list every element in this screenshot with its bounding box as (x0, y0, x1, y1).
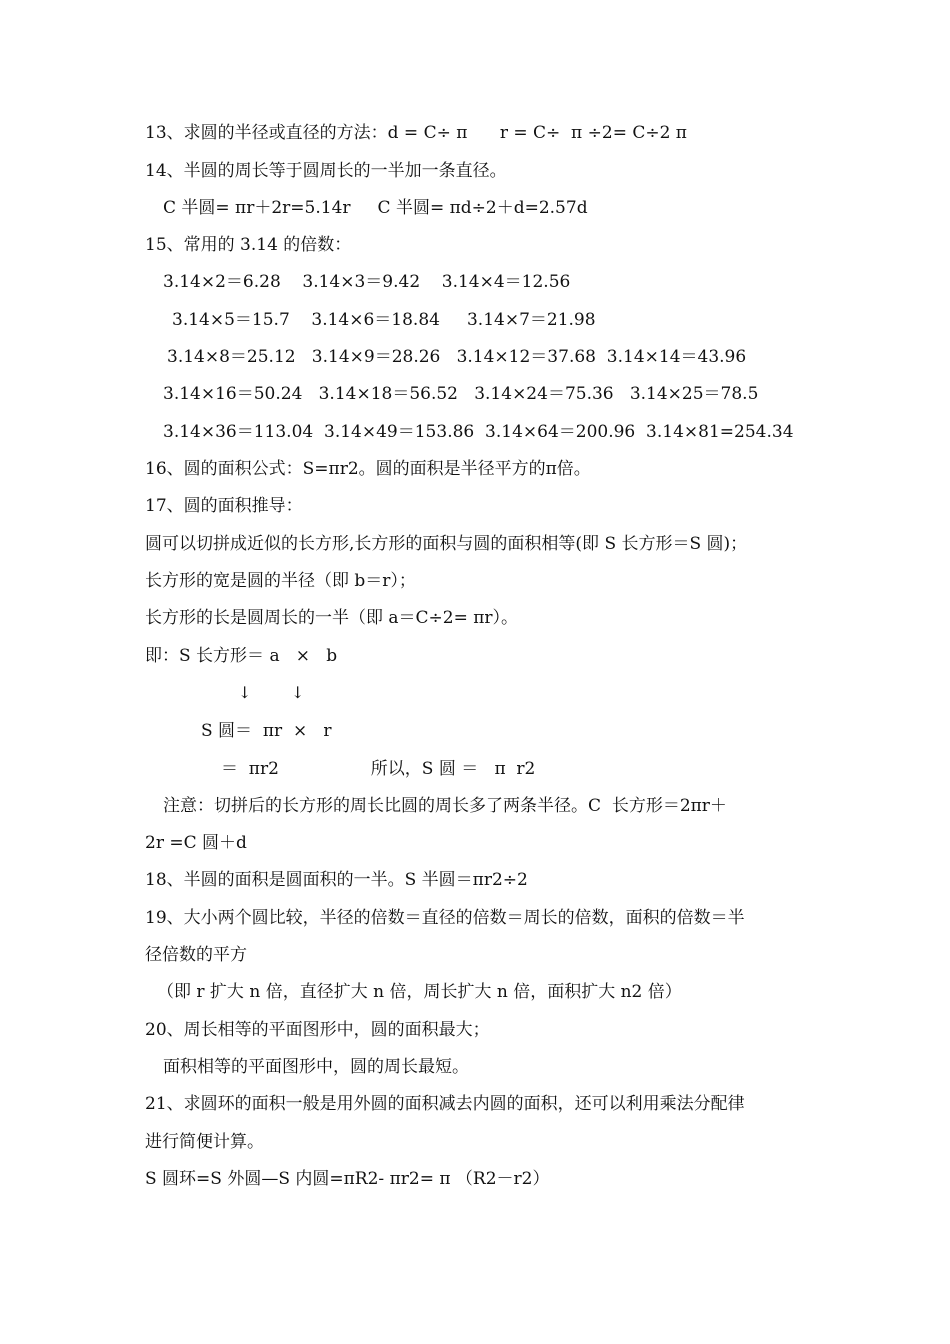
item-19-example: （即 r 扩大 n 倍，直径扩大 n 倍，周长扩大 n 倍，面积扩大 n2 倍） (157, 982, 682, 1002)
item-19-two-circles: 19、大小两个圆比较，半径的倍数＝直径的倍数＝周长的倍数，面积的倍数＝半 (145, 908, 745, 928)
multiples-row-1: 3.14×2＝6.28 3.14×3＝9.42 3.14×4＝12.56 (163, 272, 571, 292)
multiples-row-5: 3.14×36＝113.04 3.14×49＝153.86 3.14×64＝200.96 3.14×81=254.34 (163, 422, 794, 442)
derivation-rectangle-area: 即：S 长方形＝ a × b (145, 646, 338, 666)
note-perimeter: 注意：切拼后的长方形的周长比圆的周长多了两条半径。C 长方形＝2πr＋ (163, 796, 727, 816)
item-15-multiples-of-pi: 15、常用的 3.14 的倍数： (145, 235, 352, 255)
down-arrow-icon: ↓ (291, 683, 305, 702)
note-perimeter-cont: 2r =C 圆＋d (145, 833, 247, 853)
item-21-cont: 进行简便计算。 (145, 1132, 264, 1152)
annulus-formula: S 圆环=S 外圆—S 内圆=πR2- πr2= π （R2－r2） (145, 1169, 550, 1189)
derivation-result: ＝ πr2 所以，S 圆 ＝ π r2 (221, 759, 536, 779)
item-20-equal-perimeter: 20、周长相等的平面图形中，圆的面积最大； (145, 1020, 490, 1040)
multiples-row-2: 3.14×5＝15.7 3.14×6＝18.84 3.14×7＝21.98 (172, 310, 596, 330)
item-16-area-formula: 16、圆的面积公式：S=πr2。圆的面积是半径平方的π倍。 (145, 459, 591, 479)
item-17-area-derivation: 17、圆的面积推导： (145, 496, 303, 516)
multiples-row-4: 3.14×16＝50.24 3.14×18＝56.52 3.14×24＝75.36 3.14×25＝78.5 (163, 384, 759, 404)
derivation-line-1: 圆可以切拼成近似的长方形,长方形的面积与圆的面积相等(即 S 长方形＝S 圆)； (145, 534, 748, 554)
item-19-cont: 径倍数的平方 (145, 945, 247, 965)
item-20-equal-area: 面积相等的平面图形中，圆的周长最短。 (163, 1057, 469, 1077)
item-18-semicircle-area: 18、半圆的面积是圆面积的一半。S 半圆＝πr2÷2 (145, 870, 528, 890)
down-arrow-icon: ↓ (238, 683, 252, 702)
item-21-annulus-area: 21、求圆环的面积一般是用外圆的面积减去内圆的面积，还可以利用乘法分配律 (145, 1094, 745, 1114)
derivation-circle-area: S 圆＝ πr × r (201, 721, 332, 741)
item-14-semicircle-perimeter: 14、半圆的周长等于圆周长的一半加一条直径。 (145, 161, 507, 181)
semicircle-perimeter-formula: C 半圆= πr＋2r=5.14r C 半圆= πd÷2＋d=2.57d (163, 198, 588, 218)
multiples-row-3: 3.14×8＝25.12 3.14×9＝28.26 3.14×12＝37.68 3.14×14＝43.96 (167, 347, 747, 367)
derivation-line-3: 长方形的长是圆周长的一半（即 a＝C÷2= πr）。 (145, 608, 519, 628)
derivation-line-2: 长方形的宽是圆的半径（即 b＝r）； (145, 571, 416, 591)
item-13-radius-diameter-method: 13、求圆的半径或直径的方法：d = C÷ π r = C÷ π ÷2= C÷2 π (145, 123, 687, 143)
